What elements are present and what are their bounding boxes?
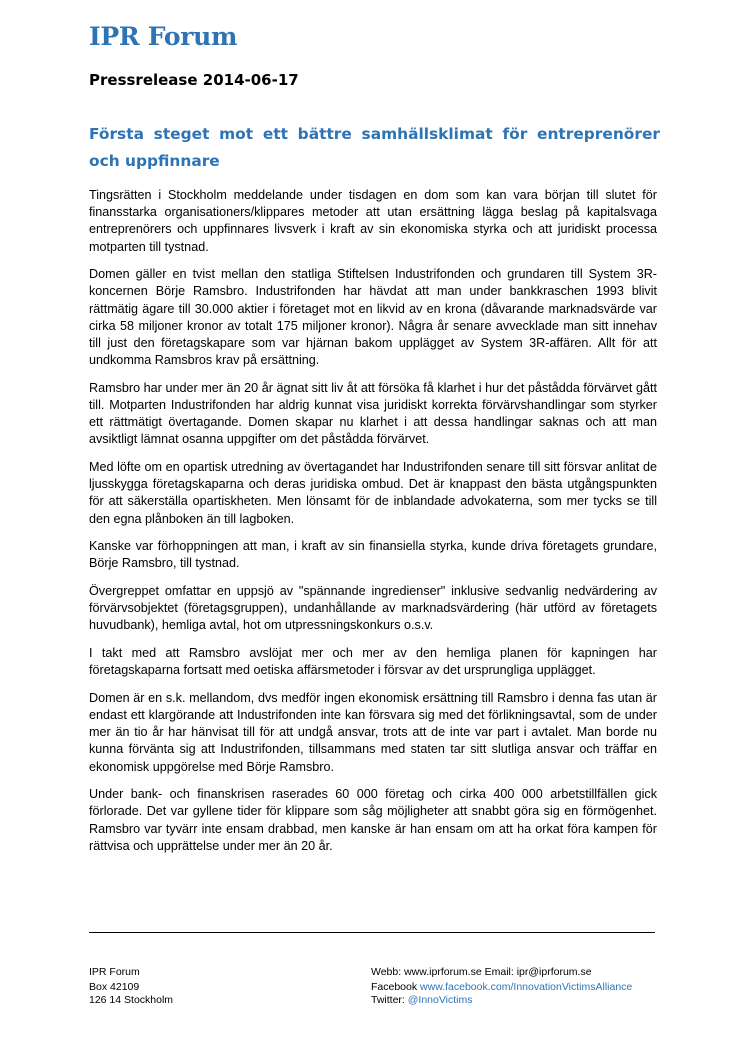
paragraph-1: Tingsrätten i Stockholm meddelande under tisdagen en dom som kan vara början till slutet för finansstarka organisationers/klippares metoder att utan ersättning lägga beslag på kapitalsvaga entreprenörers och uppfinnares livsverk i kraft av sin ekonomiska styrka och att juridiskt processa motparten till tystnad.	[89, 188, 657, 254]
footer-facebook-row	[371, 981, 632, 994]
paragraph-4: Med löfte om en opartisk utredning av övertagandet har Industrifonden senare till sitt försvar anlitat de ljusskygga företagskaparna och deras juridiska ombud. Det är knappast den bästa utgångspunkten för att säkerställa opartiskheten. Men lönsamt för de inblandade advokaterna, som mer tycks se till den egna plånboken än till lagboken.	[89, 460, 657, 526]
paragraph-9: Under bank- och finanskrisen raserades 60 000 företag och cirka 400 000 arbetstillfällen gick förlorade. Det var gyllene tider för klippare som såg möjligheter att snabbt göra sig en förmögenhet. Ramsbro var tyvärr inte ensam drabbad, men kanske är han ensam om att ha orkat föra kampen för rättvisa och upprättelse under mer än 20 år.	[89, 787, 657, 853]
brand-title: IPR Forum	[89, 22, 238, 51]
email-label: Email:	[481, 966, 517, 978]
footer-web-email-row	[371, 966, 632, 979]
web-link[interactable]: www.iprforum.se	[404, 966, 482, 978]
footer-twitter-row	[371, 994, 632, 1007]
footer-divider	[89, 932, 655, 933]
release-date-label: Pressrelease 2014-06-17	[89, 71, 299, 89]
footer-contacts	[371, 966, 632, 1007]
web-label: Webb:	[371, 966, 405, 978]
article-headline: Första steget mot ett bättre samhällsklimat för entreprenörer och uppfinnare	[89, 125, 660, 170]
facebook-link[interactable]: www.facebook.com/InnovationVictimsAlliance	[420, 981, 633, 993]
facebook-label: Facebook	[371, 981, 421, 993]
paragraph-7: I takt med att Ramsbro avslöjat mer och mer av den hemliga planen för kapningen har företagskaparna fortsatt med oetiska affärsmetoder i försvar av det ursprungliga upplägget.	[89, 646, 657, 678]
paragraph-5: Kanske var förhoppningen att man, i kraft av sin finansiella styrka, kunde driva företagets grundare, Börje Ramsbro, till tystnad.	[89, 539, 657, 571]
paragraph-2: Domen gäller en tvist mellan den statliga Stiftelsen Industrifonden och grundaren till System 3R-koncernen Börje Ramsbro. Industrifonden har hävdat att man under bankkraschen 1993 blivit rättmätig ägare till 30.000 aktier i företaget mot en likvid av en krona (dåvarande marknadsvärde var cirka 58 miljoner kronor av totalt 175 miljoner kronor). Några år senare avvecklade man sitt innehav till just den företagskapare som var hjärnan bakom upplägget av System 3R-affären. Allt för att undkomma Ramsbros krav på ersättning.	[89, 267, 657, 368]
paragraph-3: Ramsbro har under mer än 20 år ägnat sitt liv åt att försöka få klarhet i hur det påstådda förvärvet gått till. Motparten Industrifonden har aldrig kunnat visa juridiskt korrekta förvärvshandlingar som styrker ett rättmätigt övertagande. Domen skapar nu klarhet i att dessa handlingar saknas och att man avsiktligt lämnat osanna uppgifter om det påstådda förvärvet.	[89, 380, 657, 447]
paragraph-8: Domen är en s.k. mellandom, dvs medför ingen ekonomisk ersättning till Ramsbro i denna fas utan är endast ett klargörande att Industrifonden inte kan försvara sig med det förlikningsavtal, som de under mer än tio år har hänvisat till för att undgå ansvar, trots att de inte var part i avtalet. Man borde nu kunna förvänta sig att Industrifonden, tillsammans med staten tar sitt slutliga ansvar och träffar en ekonomisk uppgörelse med Börje Ramsbro.	[89, 690, 657, 774]
email-link[interactable]: ipr@iprforum.se	[516, 966, 592, 978]
paragraph-6: Övergreppet omfattar en uppsjö av "spännande ingredienser" inklusive sedvanlig nedvärdering av förvärvsobjektet (företagsgruppen), undanhållande av marknadsvärdering (här utförd av företagets huvudbank), hemliga avtal, hot om utpressningskonkurs o.s.v.	[89, 584, 657, 633]
footer-address-line1: Box 42109	[89, 981, 140, 993]
twitter-label: Twitter:	[371, 994, 408, 1006]
footer-address-line2: 126 14 Stockholm	[89, 994, 174, 1006]
twitter-link[interactable]: @InnoVictims	[407, 994, 473, 1006]
article-body	[89, 187, 657, 865]
footer-org-name: IPR Forum	[89, 966, 140, 978]
footer-address	[89, 966, 173, 1007]
